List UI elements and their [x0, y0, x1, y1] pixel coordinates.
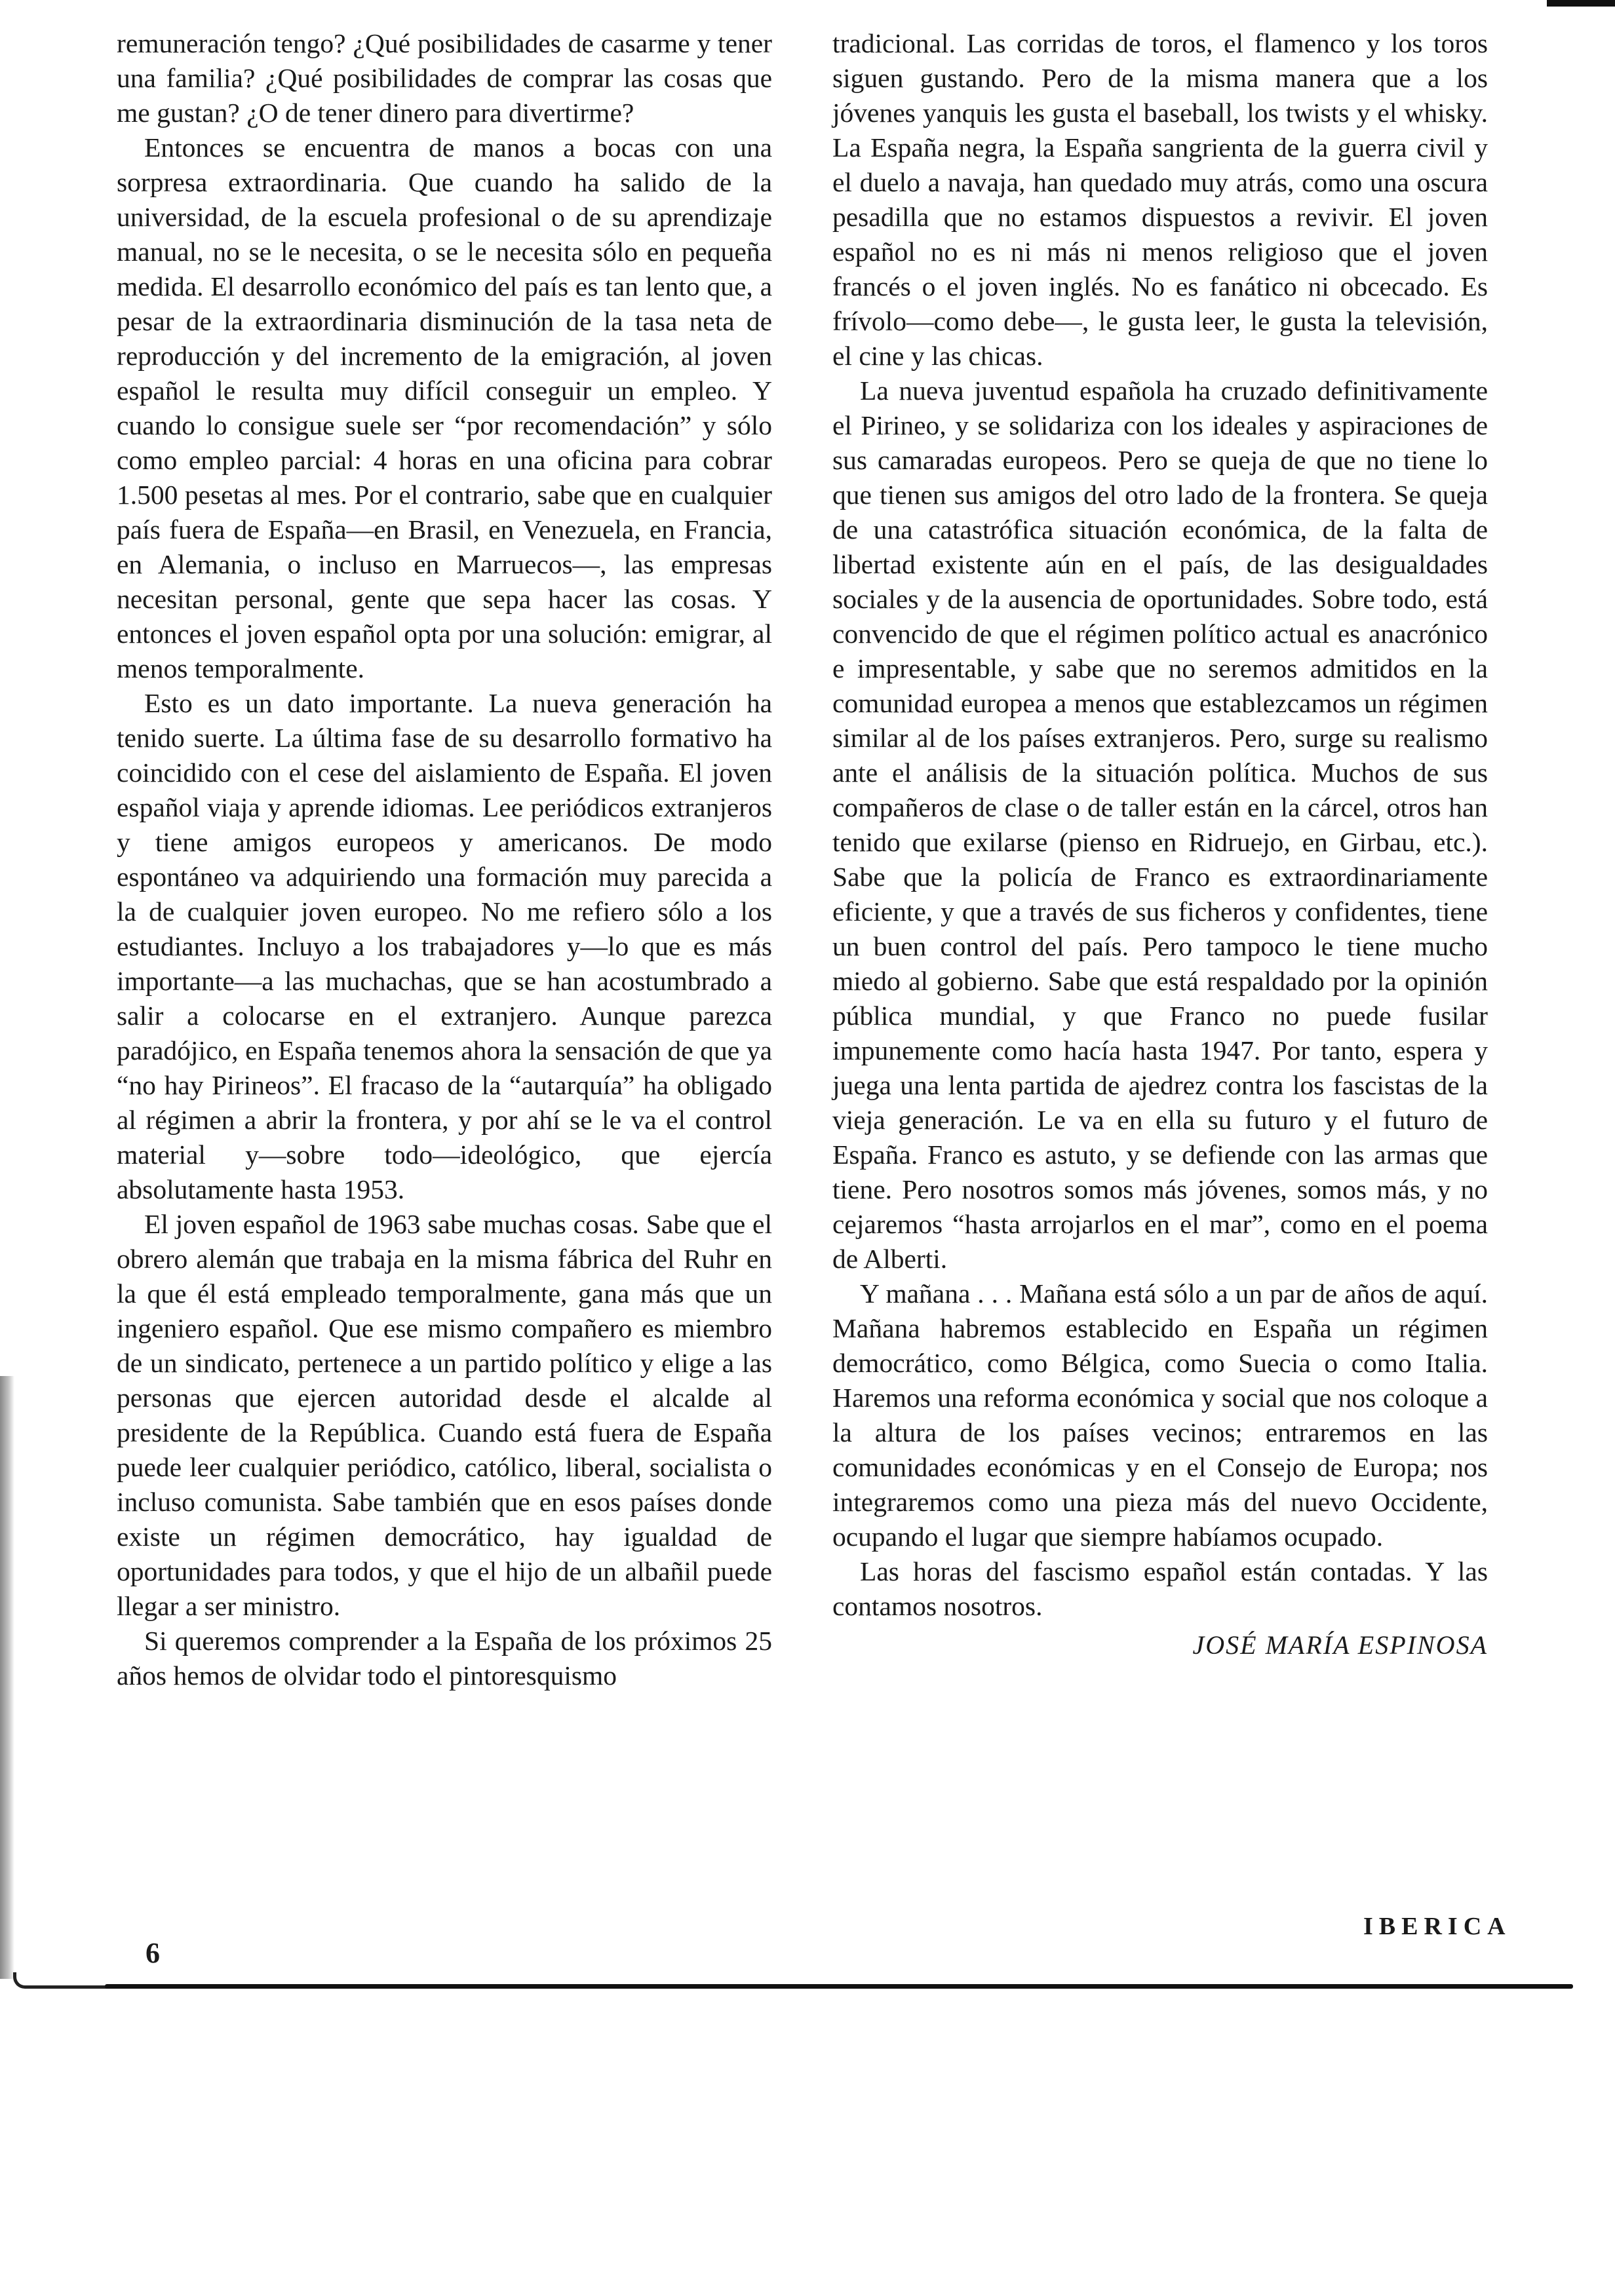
- article-right-column: [832, 26, 1488, 1662]
- top-corner-rule: [1547, 0, 1615, 7]
- paragraph: Y mañana . . . Mañana está sólo a un par de años de aquí. Mañana habremos establecido en España un régimen democrático, como Bélgica, como Suecia o como Italia. Haremos una reforma económica y social que nos coloque a la altura de los países vecinos; entraremos en las comunidades económicas y en el Consejo de Europa; nos integraremos como una pieza más del nuevo Occidente, ocupando el lugar que siempre habíamos ocupado.: [832, 1278, 1488, 1552]
- paragraph: El joven español de 1963 sabe muchas cosas. Sabe que el obrero alemán que trabaja en la misma fábrica del Ruhr en la que él está empleado temporalmente, gana más que un ingeniero español. Que ese mismo compañero es miembro de un sindicato, pertenece a un partido político y elige a las personas que ejercen autoridad desde el alcalde al presidente de la República. Cuando está fuera de España puede leer cualquier periódico, católico, liberal, socialista o incluso comunista. Sabe también que en esos países donde existe un régimen democrático, hay igualdad de oportunidades para todos, y que el hijo de un albañil puede llegar a ser ministro.: [117, 1209, 772, 1621]
- binding-edge-shadow: [0, 1376, 14, 1979]
- binding-hook-mark: [13, 1972, 115, 1989]
- author-signature: JOSÉ MARÍA ESPINOSA: [1192, 1630, 1488, 1660]
- publication-name: IBERICA: [1363, 1913, 1511, 1940]
- paragraph: remuneración tengo? ¿Qué posibilidades de casarme y tener una familia? ¿Qué posibilidades de comprar las cosas que me gustan? ¿O de tener dinero para divertirme?: [117, 28, 772, 128]
- paragraph: Entonces se encuentra de manos a bocas con una sorpresa extraordinaria. Que cuando ha salido de la universidad, de la escuela profesional o de su aprendizaje manual, no se le necesita, o se le necesita sólo en pequeña medida. El desarrollo económico del país es tan lento que, a pesar de la extraordinaria disminución de la tasa neta de reproducción y del incremento de la emigración, al joven español le resulta muy difícil conseguir un empleo. Y cuando lo consigue suele ser “por recomendación” y sólo como empleo parcial: 4 horas en una oficina para cobrar 1.500 pesetas al mes. Por el contrario, sabe que en cualquier país fuera de España—en Brasil, en Venezuela, en Francia, en Alemania, o incluso en Marruecos—, las empresas necesitan personal, gente que sepa hacer las cosas. Y entonces el joven español opta por una solución: emigrar, al menos temporalmente.: [117, 132, 772, 683]
- article-left-column: [117, 26, 772, 1693]
- paragraph: tradicional. Las corridas de toros, el flamenco y los toros siguen gustando. Pero de la misma manera que a los jóvenes yanquis les gusta el baseball, los twists y el whisky. La España negra, la España sangrienta de la guerra civil y el duelo a navaja, han quedado muy atrás, como una oscura pesadilla que no estamos dispuestos a revivir. El joven español no es ni más ni menos religioso que el joven francés o el joven inglés. No es fanático ni obcecado. Es frívolo—como debe—, le gusta leer, le gusta la televisión, el cine y las chicas.: [832, 28, 1488, 371]
- paragraph: La nueva juventud española ha cruzado definitivamente el Pirineo, y se solidariza con los ideales y aspiraciones de sus camaradas europeos. Pero se queja de que no tiene lo que tienen sus amigos del otro lado de la frontera. Se queja de una catastrófica situación económica, de la falta de libertad existente aún en el país, de las desigualdades sociales y de la ausencia de oportunidades. Sobre todo, está convencido de que el régimen político actual es anacrónico e impresentable, y sabe que no seremos admitidos en la comunidad europea a menos que establezcamos un régimen similar al de los países extranjeros. Pero, surge su realismo ante el análisis de la situación política. Muchos de sus compañeros de clase o de taller están en la cárcel, otros han tenido que exilarse (pienso en Ridruejo, en Girbau, etc.). Sabe que la policía de Franco es extraordinariamente eficiente, y que a través de sus ficheros y confidentes, tiene un buen control del país. Pero tampoco le tiene mucho miedo al gobierno. Sabe que está respaldado por la opinión pública mundial, y que Franco no puede fusilar impunemente como hacía hasta 1947. Por tanto, espera y juega una lenta partida de ajedrez contra los fascistas de la vieja generación. Le va en ella su futuro y el futuro de España. Franco es astuto, y se defiende con las armas que tiene. Pero nosotros somos más jóvenes, somos más, y no cejaremos “hasta arrojarlos en el mar”, como en el poema de Alberti.: [832, 375, 1488, 1274]
- paragraph: Esto es un dato importante. La nueva generación ha tenido suerte. La última fase de su desarrollo formativo ha coincidido con el cese del aislamiento de España. El joven español viaja y aprende idiomas. Lee periódicos extranjeros y tiene amigos europeos y americanos. De modo espontáneo va adquiriendo una formación muy parecida a la de cualquier joven europeo. No me refiero sólo a los estudiantes. Incluyo a los trabajadores y—lo que es más importante—a las muchachas, que se han acostumbrado a salir a colocarse en el extranjero. Aunque parezca paradójico, en España tenemos ahora la sensación de que ya “no hay Pirineos”. El fracaso de la “autarquía” ha obligado al régimen a abrir la frontera, y por ahí se le va el control material y—sobre todo—ideológico, que ejercía absolutamente hasta 1953.: [117, 688, 772, 1204]
- paragraph: Las horas del fascismo español están contadas. Y las contamos nosotros.: [832, 1556, 1488, 1621]
- paragraph: Si queremos comprender a la España de los próximos 25 años hemos de olvidar todo el pintoresquismo: [117, 1626, 772, 1691]
- bottom-rule: [105, 1984, 1573, 1989]
- page-number: 6: [146, 1937, 160, 1969]
